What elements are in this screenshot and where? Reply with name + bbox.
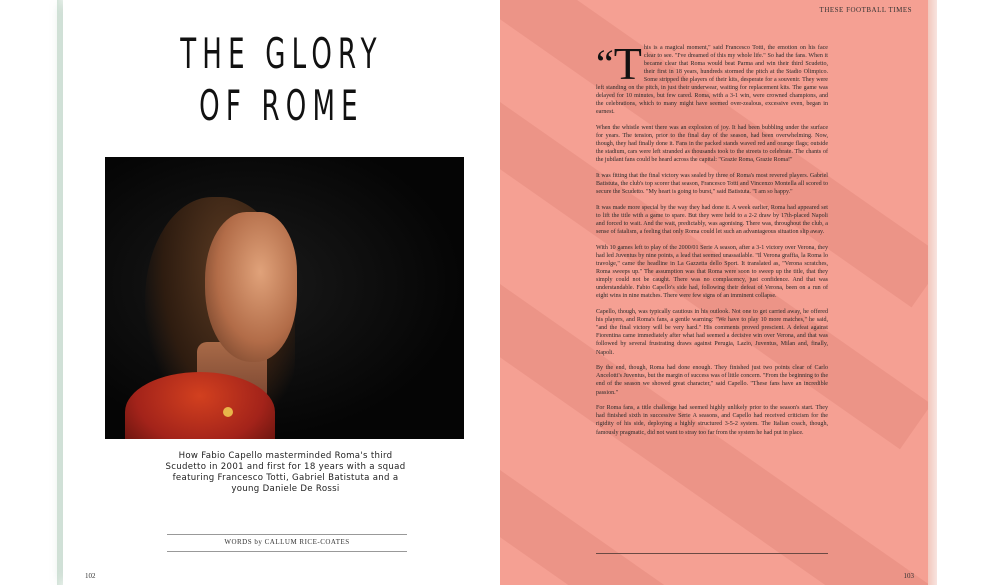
end-rule <box>596 553 828 554</box>
left-page <box>63 0 500 585</box>
photo-face <box>205 212 297 362</box>
credit-author: CALLUM RICE-COATES <box>264 538 350 546</box>
paragraph-text: his is a magical moment," said Francesco Totti, the emotion on his face clear to see. "I've dreamed of this my whole life." So had the fans. When it became clear that Roma would beat Parma and win their third Scudetto, their first in 18 years, hundreds stormed the pitch at the Stadio Olimpico. Some stripped the players of their kits, desperate for a souvenir. They were left standing on the pitch, in just their underwear, waiting for replacement kits. The game was delayed for 10 minutes, but few cared. Roma, with a 3-1 win, were crowned champions, and the celebrations, which to many might have seemed over-zealous, excessive even, began in earnest. <box>596 45 828 116</box>
right-page-edge <box>928 0 937 585</box>
article-body <box>596 38 829 444</box>
paragraph <box>596 38 828 116</box>
magazine-name: THESE FOOTBALL TIMES <box>819 6 912 14</box>
title-line-2: OF ROME <box>199 81 364 130</box>
page-number-right: 103 <box>903 572 914 580</box>
article-title <box>146 28 417 132</box>
drop-cap-quote: “ <box>596 41 614 86</box>
paragraph: When the whistle went there was an explosion of joy. It had been bubbling under the surface for years. The tension, prior to the final day of the season, had been overwhelming. Now, though, they had finally done it. Fans in the packed stands waved red and orange flags; outside the stadium, cars were left stranded as thousands took to the streets to celebrate. The chants of the jubilant fans could be heard across the capital: "Grazie Roma, Grazie Roma!" <box>596 125 828 164</box>
title-line-1: THE GLORY <box>180 29 383 78</box>
credit-rule-top <box>167 534 407 535</box>
paragraph: Capello, though, was typically cautious in his outlook. Not one to get carried away, he offered his players, and Roma's fans, a gentle warning: "We have to play 10 more matches," he said, "and the final victory will be very hard." His comments proved prescient. A defeat against Fiorentina came immediately after what had seemed a decisive win over Verona, and that was followed by several frustrating draws against Perugia, Lazio, Juventus, Milan and, finally, Napoli. <box>596 309 828 356</box>
paragraph: With 10 games left to play of the 2000/01 Serie A season, after a 3-1 victory over Verona, they had led Juventus by nine points, a lead that seemed unassailable. "Il Verona graffia, la Roma lo travolge," came the headline in La Gazzetta dello Sport. It translated as, "Verona scratches, Roma sweeps up." The assumption was that Roma were soon to sweep up the title, that they simply could not be caught. There was no complacency, just confidence. And that was understandable. Fabio Capello's side had, following their defeat of Verona, been on a run of eight wins in nine matches. There were few signs of an imminent collapse. <box>596 245 828 300</box>
player-photo <box>105 157 464 439</box>
photo-badge <box>223 407 233 417</box>
credit-prefix: WORDS by <box>224 538 263 546</box>
credit-rule-bottom <box>167 551 407 552</box>
author-credit <box>167 538 407 546</box>
right-page <box>500 0 928 585</box>
drop-cap <box>596 38 642 89</box>
paragraph: It was fitting that the final victory was sealed by three of Roma's most revered players. Gabriel Batistuta, the club's top scorer that season, Francesco Totti and Vincenzo Montella all scored to secure the Scudetto. "My heart is going to burst," said Batistuta. "I am so happy." <box>596 173 828 196</box>
photo-caption: How Fabio Capello masterminded Roma's third Scudetto in 2001 and first for 18 years with a squad featuring Francesco Totti, Gabriel Batistuta and a young Daniele De Rossi <box>165 451 406 494</box>
paragraph: It was made more special by the way they had done it. A week earlier, Roma had appeared set to lift the title with a game to spare. But they were held to a 2-2 draw by 17th-placed Napoli and forced to wait. And the wait, predictably, was agonising. There was, throughout the club, a sense of fatalism, a feeling that only Roma could let such an advantageous situation slip away. <box>596 205 828 236</box>
page-number-left: 102 <box>85 572 96 580</box>
paragraph: For Roma fans, a title challenge had seemed highly unlikely prior to the season's start. They had finished sixth in successive Serie A seasons, and Capello had received criticism for the rigidity of his side, deploying a highly structured 3-5-2 system. The Italian coach, though, famously pragmatic, did not want to stray too far from the system he had put in place. <box>596 405 828 436</box>
drop-cap-letter: T <box>613 38 642 89</box>
paragraph: By the end, though, Roma had done enough. They finished just two points clear of Carlo Ancelotti's Juventus, but the margin of success was of little concern. "From the beginning to the end of the season we showed great character," said Capello. "These fans have an incredible passion." <box>596 365 829 396</box>
